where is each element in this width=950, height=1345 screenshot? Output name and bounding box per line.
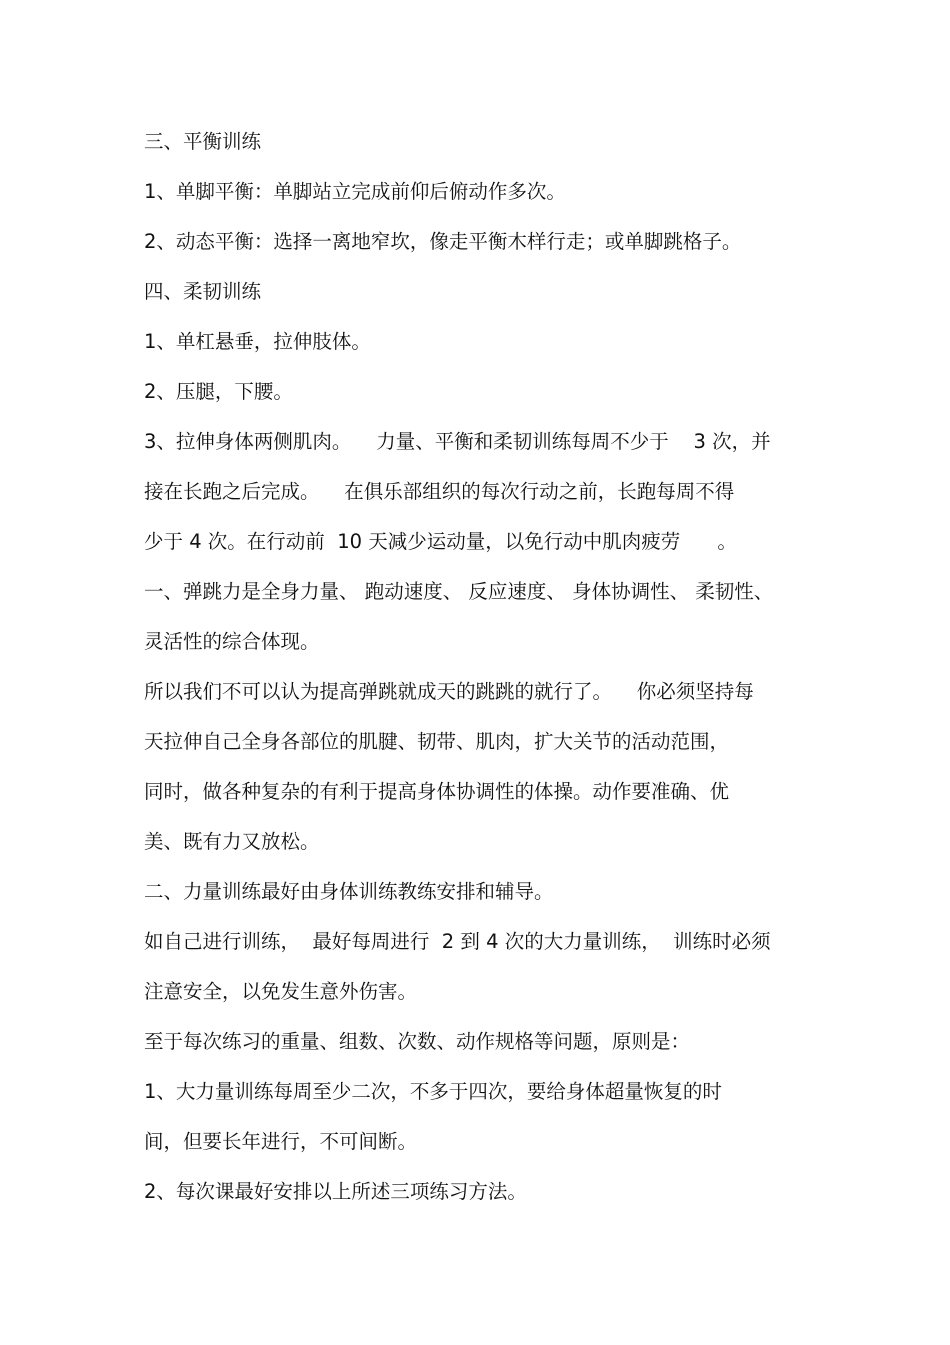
paragraph-line: 1、单杠悬垂，拉伸肢体。 <box>144 330 371 353</box>
paragraph-line: 注意安全，以免发生意外伤害。 <box>144 980 418 1003</box>
paragraph-line: 2、压腿，下腰。 <box>144 380 293 403</box>
paragraph-line: 所以我们不可以认为提高弹跳就成天的跳跳的就行了。 你必须坚持每 <box>144 680 754 703</box>
paragraph-line: 2、动态平衡：选择一离地窄坎，像走平衡木样行走；或单脚跳格子。 <box>144 230 742 253</box>
heading-balance-training: 三、平衡训练 <box>144 130 262 153</box>
heading-flexibility-training: 四、柔韧训练 <box>144 280 262 303</box>
paragraph-line: 同时，做各种复杂的有利于提高身体协调性的体操。动作要准确、优 <box>144 780 730 803</box>
paragraph-line: 灵活性的综合体现。 <box>144 630 320 653</box>
paragraph-line: 间，但要长年进行，不可间断。 <box>144 1130 418 1153</box>
paragraph-line: 3、拉伸身体两侧肌肉。 力量、平衡和柔韧训练每周不少于 3 次，并 <box>144 430 771 453</box>
heading-strength-training: 二、力量训练最好由身体训练教练安排和辅导。 <box>144 880 554 903</box>
paragraph-line: 美、既有力又放松。 <box>144 830 320 853</box>
paragraph-line: 如自己进行训练， 最好每周进行 2 到 4 次的大力量训练， 训练时必须 <box>144 930 771 953</box>
paragraph-line: 少于 4 次。在行动前 10 天减少运动量，以免行动中肌肉疲劳 。 <box>144 530 737 553</box>
paragraph-line: 1、单脚平衡：单脚站立完成前仰后俯动作多次。 <box>144 180 566 203</box>
paragraph-line: 一、弹跳力是全身力量、 跑动速度、 反应速度、 身体协调性、 柔韧性、 <box>144 580 774 603</box>
paragraph-line: 天拉伸自己全身各部位的肌腱、韧带、肌肉，扩大关节的活动范围， <box>144 730 730 753</box>
paragraph-line: 2、每次课最好安排以上所述三项练习方法。 <box>144 1180 527 1203</box>
paragraph-line: 1、大力量训练每周至少二次，不多于四次，要给身体超量恢复的时 <box>144 1080 722 1103</box>
paragraph-line: 至于每次练习的重量、组数、次数、动作规格等问题，原则是： <box>144 1030 691 1053</box>
paragraph-line: 接在长跑之后完成。 在俱乐部组织的每次行动之前，长跑每周不得 <box>144 480 735 503</box>
